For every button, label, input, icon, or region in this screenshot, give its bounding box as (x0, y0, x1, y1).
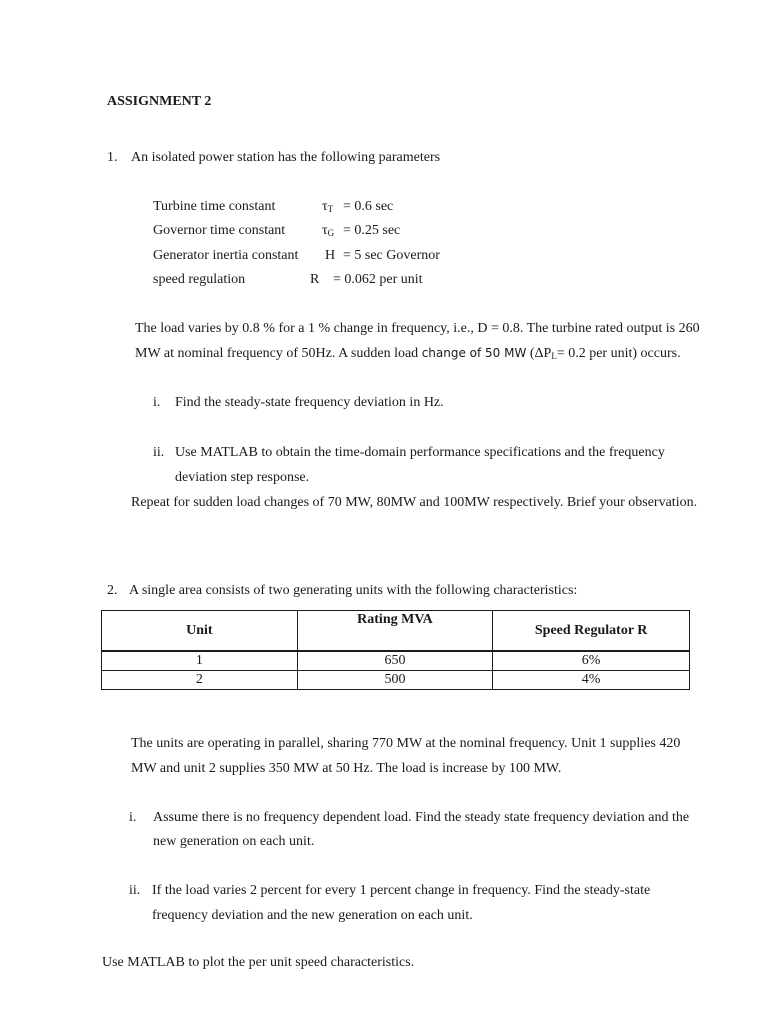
param-value: = 0.062 per unit (333, 272, 423, 287)
q1-item-i-text: Find the steady-state frequency deviation in Hz. (175, 395, 444, 410)
question-1-intro: An isolated power station has the following parameters (131, 150, 441, 165)
param-name: Generator inertia constant (153, 248, 299, 263)
q1-repeat-instruction: Repeat for sudden load changes of 70 MW, 80MW and 100MW respectively. Brief your observation. (131, 495, 698, 510)
question-1-number: 1. (107, 150, 118, 165)
generating-units-table (101, 610, 690, 690)
q2-item-ii-text-line-2: frequency deviation and the new generation on each unit. (152, 908, 473, 923)
question-2-intro: A single area consists of two generating units with the following characteristics: (129, 583, 578, 598)
q1-paragraph-line-2: MW at nominal frequency of 50Hz. A sudden load change of 50 MW ($\Delta P_L= 0.2$ per unit) occurs. (135, 346, 681, 361)
param-value: = 0.25 sec (343, 223, 401, 238)
param-name: speed regulation (153, 272, 246, 287)
param-symbol: R (310, 272, 320, 287)
param-name: Turbine time constant (153, 199, 276, 214)
q2-item-ii-number: ii. (129, 883, 141, 898)
table-row (102, 671, 690, 690)
q2-item-ii-text-line-1: If the load varies 2 percent for every 1 percent change in frequency. Find the steady-state (152, 883, 651, 898)
table-row (102, 651, 690, 671)
table-cell: 500 (297, 671, 493, 690)
param-symbol: $\tau_G$ (322, 223, 335, 238)
q2-paragraph-line-2: MW and unit 2 supplies 350 MW at 50 Hz. The load is increase by 100 MW. (131, 761, 562, 776)
param-name: Governor time constant (153, 223, 286, 238)
param-value: = 0.6 sec (343, 199, 394, 214)
table-header-rating: Rating MVA (297, 611, 493, 652)
table-cell: 2 (102, 671, 298, 690)
q1-paragraph-line-1: The load varies by 0.8 % for a 1 % change in frequency, i.e., D = 0.8. The turbine rated output is 260 (135, 321, 700, 336)
table-cell: 6% (493, 651, 690, 671)
q2-item-i-text-line-1: Assume there is no frequency dependent load. Find the steady state frequency deviation and the (153, 810, 690, 825)
param-value: = 5 sec Governor (343, 248, 440, 263)
param-symbol: $\tau_T$ (322, 199, 334, 214)
q2-item-i-text-line-2: new generation on each unit. (153, 834, 315, 849)
table-cell: 650 (297, 651, 493, 671)
table-header-speed-regulator: Speed Regulator R (493, 611, 690, 652)
table-cell: 4% (493, 671, 690, 690)
param-symbol: H (325, 248, 336, 263)
q2-item-i-number: i. (129, 810, 137, 825)
q1-item-ii-number: ii. (153, 445, 165, 460)
q1-item-i-number: i. (153, 395, 161, 410)
q1-item-ii-text-line-2: deviation step response. (175, 470, 310, 485)
q2-paragraph-line-1: The units are operating in parallel, sharing 770 MW at the nominal frequency. Unit 1 supplies 420 (131, 736, 681, 751)
table-header-unit: Unit (102, 611, 298, 652)
footer-instruction: Use MATLAB to plot the per unit speed characteristics. (102, 955, 415, 970)
table-header-row (102, 611, 690, 652)
q1-item-ii-text-line-1: Use MATLAB to obtain the time-domain performance specifications and the frequency (175, 445, 665, 460)
question-2-number: 2. (107, 583, 118, 598)
assignment-title: ASSIGNMENT 2 (107, 94, 212, 109)
table-cell: 1 (102, 651, 298, 671)
